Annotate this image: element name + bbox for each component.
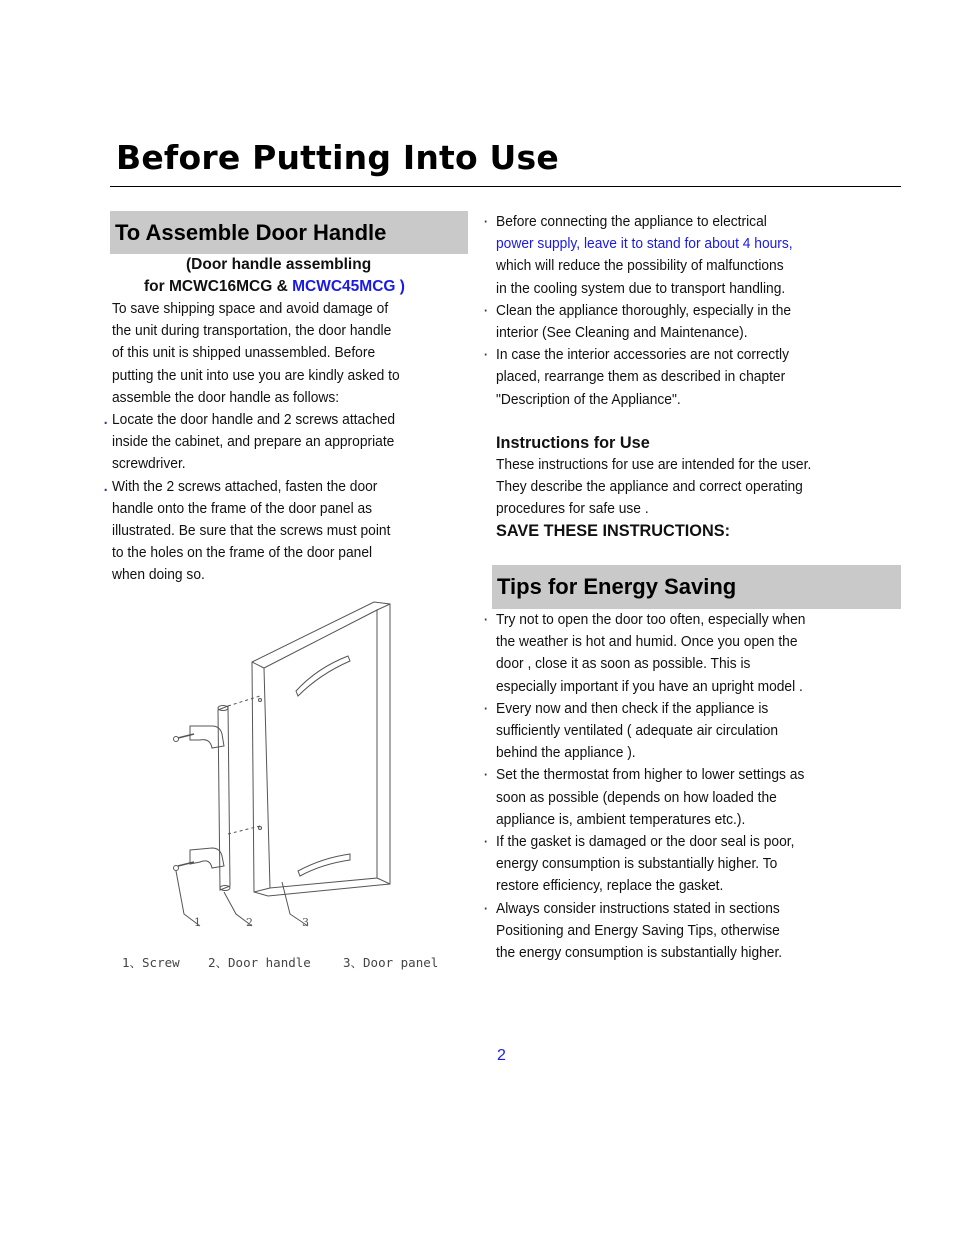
instructions-heading: Instructions for Use <box>496 434 650 452</box>
instructions-line: These instructions for use are intended for the user. <box>496 456 812 473</box>
tip-line: Set the thermostat from higher to lower settings as <box>496 766 805 784</box>
bullet-dot: · <box>484 767 489 783</box>
upper-bracket <box>190 726 224 748</box>
note-line: interior (See Cleaning and Maintenance). <box>496 324 748 342</box>
door-handle-instructions <box>103 298 400 587</box>
note-line: in the cooling system due to transport handling. <box>496 279 786 297</box>
step-line: when doing so. <box>112 566 205 584</box>
save-instructions-block <box>496 520 730 542</box>
step-line: With the 2 screws attached, fasten the door <box>112 477 378 495</box>
door-handle-subtitle-line2 <box>144 278 405 296</box>
subtitle-model-blue: MCWC45MCG ) <box>292 278 405 295</box>
instructions-text <box>496 454 811 521</box>
save-instructions-heading: SAVE THESE INSTRUCTIONS: <box>496 522 730 540</box>
bullet-dot: · <box>484 214 489 229</box>
tip-line: door , close it as soon as possible. This is <box>496 655 751 673</box>
tip-line: If the gasket is damaged or the door seal is poor, <box>496 833 795 851</box>
door-top-grip <box>296 656 350 696</box>
bullet-dot: · <box>484 900 489 916</box>
legend-door-panel: 3、Door panel <box>343 955 439 970</box>
assembly-step-1 <box>103 409 400 476</box>
intro-line: of this unit is shipped unassembled. Before <box>112 344 376 362</box>
tip-line: appliance is, ambient temperatures etc.). <box>496 810 746 828</box>
intro-line: To save shipping space and avoid damage of <box>112 300 389 317</box>
instructions-line: They describe the appliance and correct operating <box>496 478 803 496</box>
door-bottom-grip <box>298 854 350 876</box>
instructions-block <box>496 432 650 454</box>
bullet-dot: · <box>484 347 489 363</box>
title-divider <box>110 186 901 187</box>
section-header-energy-saving <box>492 565 901 609</box>
energy-tip-2 <box>484 698 805 765</box>
tip-line: sufficiently ventilated ( adequate air circulation <box>496 722 779 740</box>
door-handle-subtitle-line1: (Door handle assembling <box>186 256 372 273</box>
tip-line: the energy consumption is substantially higher. <box>496 944 783 962</box>
section-title-energy-saving: Tips for Energy Saving <box>497 574 737 599</box>
door-panel-inner <box>264 610 377 888</box>
energy-tip-1 <box>484 609 806 698</box>
note-line: Clean the appliance thoroughly, especially in the <box>496 301 792 319</box>
note-line: Before connecting the appliance to electrical <box>496 213 767 230</box>
legend-door-handle: 2、Door handle <box>208 955 311 970</box>
bullet-dot: . <box>103 477 108 495</box>
page-number: 2 <box>497 1047 506 1064</box>
section-header-door-handle <box>110 211 468 254</box>
step-line: inside the cabinet, and prepare an appropriate <box>112 433 395 451</box>
tip-line: the weather is hot and humid. Once you open the <box>496 633 798 651</box>
lower-bracket <box>190 848 224 868</box>
bullet-dot: . <box>103 411 108 429</box>
door-handle-bar <box>218 706 230 890</box>
tip-line: Always consider instructions stated in sections <box>496 899 780 917</box>
bullet-dot: · <box>484 700 489 716</box>
intro-line: putting the unit into use you are kindly asked to <box>112 366 400 384</box>
note-line: In case the interior accessories are not correctly <box>496 346 790 364</box>
section-title-door-handle: To Assemble Door Handle <box>115 219 387 245</box>
before-use-bullet-3 <box>484 344 793 411</box>
note-line-blue: power supply, leave it to stand for about 4 hours, <box>496 235 793 253</box>
before-use-bullet-1 <box>484 211 793 300</box>
door-assembly-illustration <box>112 596 457 976</box>
door-handle-diagram <box>112 596 457 976</box>
before-use-notes <box>484 211 793 411</box>
note-line: "Description of the Appliance". <box>496 390 681 408</box>
energy-tips-list <box>484 609 806 964</box>
note-line: which will reduce the possibility of malfunctions <box>496 257 784 275</box>
step-line: to the holes on the frame of the door panel <box>112 544 373 562</box>
subtitle-model-prefix: for MCWC16MCG & <box>144 278 293 295</box>
bullet-dot: · <box>484 302 489 318</box>
intro-line: the unit during transportation, the door handle <box>112 322 392 340</box>
upper-screw <box>178 734 194 738</box>
tip-line: soon as possible (depends on how loaded the <box>496 788 777 806</box>
tip-line: behind the appliance ). <box>496 744 636 762</box>
legend-screw: 1、Screw <box>122 955 180 970</box>
door-panel-outline <box>252 602 390 896</box>
callout-number-2: 2 <box>246 916 253 929</box>
step-line: illustrated. Be sure that the screws must point <box>112 522 391 540</box>
tip-line: energy consumption is substantially higher. To <box>496 855 778 873</box>
tip-line: especially important if you have an upright model . <box>496 677 803 695</box>
intro-line: assemble the door handle as follows: <box>112 388 340 406</box>
tip-line: Every now and then check if the appliance is <box>496 699 769 717</box>
step-line: handle onto the frame of the door panel as <box>112 499 373 517</box>
tip-line: restore efficiency, replace the gasket. <box>496 877 724 895</box>
tip-line: Try not to open the door too often, especially when <box>496 611 806 628</box>
page-title: Before Putting Into Use <box>116 138 559 177</box>
callout-number-1: 1 <box>194 916 201 929</box>
tip-line: Positioning and Energy Saving Tips, otherwise <box>496 921 780 939</box>
bullet-dot: · <box>484 612 489 627</box>
before-use-bullet-2 <box>484 300 793 344</box>
instructions-line: procedures for safe use . <box>496 500 649 518</box>
energy-tip-4 <box>484 831 805 898</box>
step-line: Locate the door handle and 2 screws attached <box>112 411 396 429</box>
energy-tip-3 <box>484 764 805 831</box>
energy-tip-5 <box>484 898 805 965</box>
assembly-step-2 <box>103 476 400 587</box>
note-line: placed, rearrange them as described in chapter <box>496 368 786 386</box>
callout-number-3: 3 <box>302 916 309 929</box>
bullet-dot: · <box>484 834 489 850</box>
step-line: screwdriver. <box>112 455 186 473</box>
